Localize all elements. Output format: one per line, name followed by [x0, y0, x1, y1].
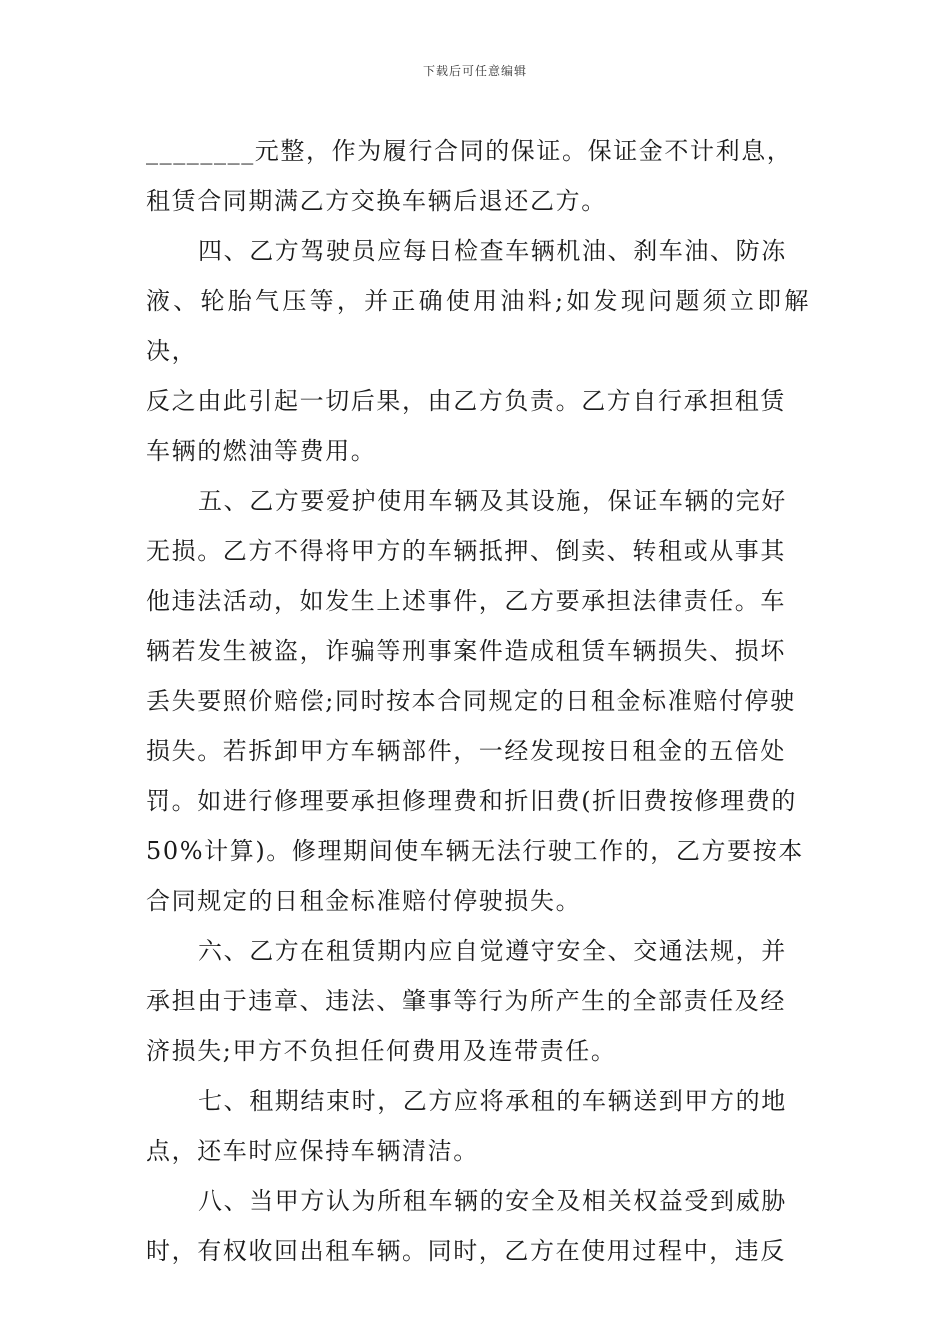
paragraph-clause-8 — [146, 1176, 810, 1276]
text-line: ________元整，作为履行合同的保证。保证金不计利息， — [146, 137, 793, 165]
text-line: 辆若发生被盗，诈骗等刑事案件造成租赁车辆损失、损坏 — [146, 637, 786, 665]
text-line: 八、当甲方认为所租车辆的安全及相关权益受到威胁 — [198, 1187, 787, 1215]
text-line: 损失。若拆卸甲方车辆部件，一经发现按日租金的五倍处 — [146, 737, 786, 765]
text-line: 点，还车时应保持车辆清洁。 — [146, 1137, 479, 1165]
text-line: 六、乙方在租赁期内应自觉遵守安全、交通法规，并 — [198, 937, 787, 965]
paragraph-clause-7 — [146, 1076, 810, 1176]
paragraph-deposit-continuation — [146, 126, 810, 226]
text-line: 罚。如进行修理要承担修理费和折旧费(折旧费按修理费的 — [146, 787, 797, 815]
text-line: 济损失;甲方不负担任何费用及连带责任。 — [146, 1037, 617, 1065]
text-line: 50%计算)。修理期间使车辆无法行驶工作的，乙方要按本 — [146, 837, 804, 865]
text-line: 四、乙方驾驶员应每日检查车辆机油、刹车油、防冻 — [198, 237, 787, 265]
text-line: 他违法活动，如发生上述事件，乙方要承担法律责任。车 — [146, 587, 786, 615]
text-line: 七、租期结束时，乙方应将承租的车辆送到甲方的地 — [198, 1087, 787, 1115]
text-line: 承担由于违章、违法、肇事等行为所产生的全部责任及经 — [146, 987, 786, 1015]
text-line: 时，有权收回出租车辆。同时，乙方在使用过程中，违反 — [146, 1237, 786, 1265]
page-header: 下载后可任意编辑 — [422, 64, 527, 78]
paragraph-clause-5 — [146, 476, 810, 926]
text-line: 液、轮胎气压等，并正确使用油料;如发现问题须立即解决， — [146, 287, 810, 365]
text-line: 租赁合同期满乙方交换车辆后退还乙方。 — [146, 187, 607, 215]
text-line: 丢失要照价赔偿;同时按本合同规定的日租金标准赔付停驶 — [146, 687, 796, 715]
paragraph-clause-6 — [146, 926, 810, 1076]
text-line: 无损。乙方不得将甲方的车辆抵押、倒卖、转租或从事其 — [146, 537, 786, 565]
document-body — [146, 126, 810, 1276]
text-line: 反之由此引起一切后果，由乙方负责。乙方自行承担租赁 — [146, 387, 786, 415]
text-line: 五、乙方要爱护使用车辆及其设施，保证车辆的完好 — [198, 487, 787, 515]
paragraph-clause-4 — [146, 226, 810, 476]
text-line: 车辆的燃油等费用。 — [146, 437, 377, 465]
text-line: 合同规定的日租金标准赔付停驶损失。 — [146, 887, 582, 915]
